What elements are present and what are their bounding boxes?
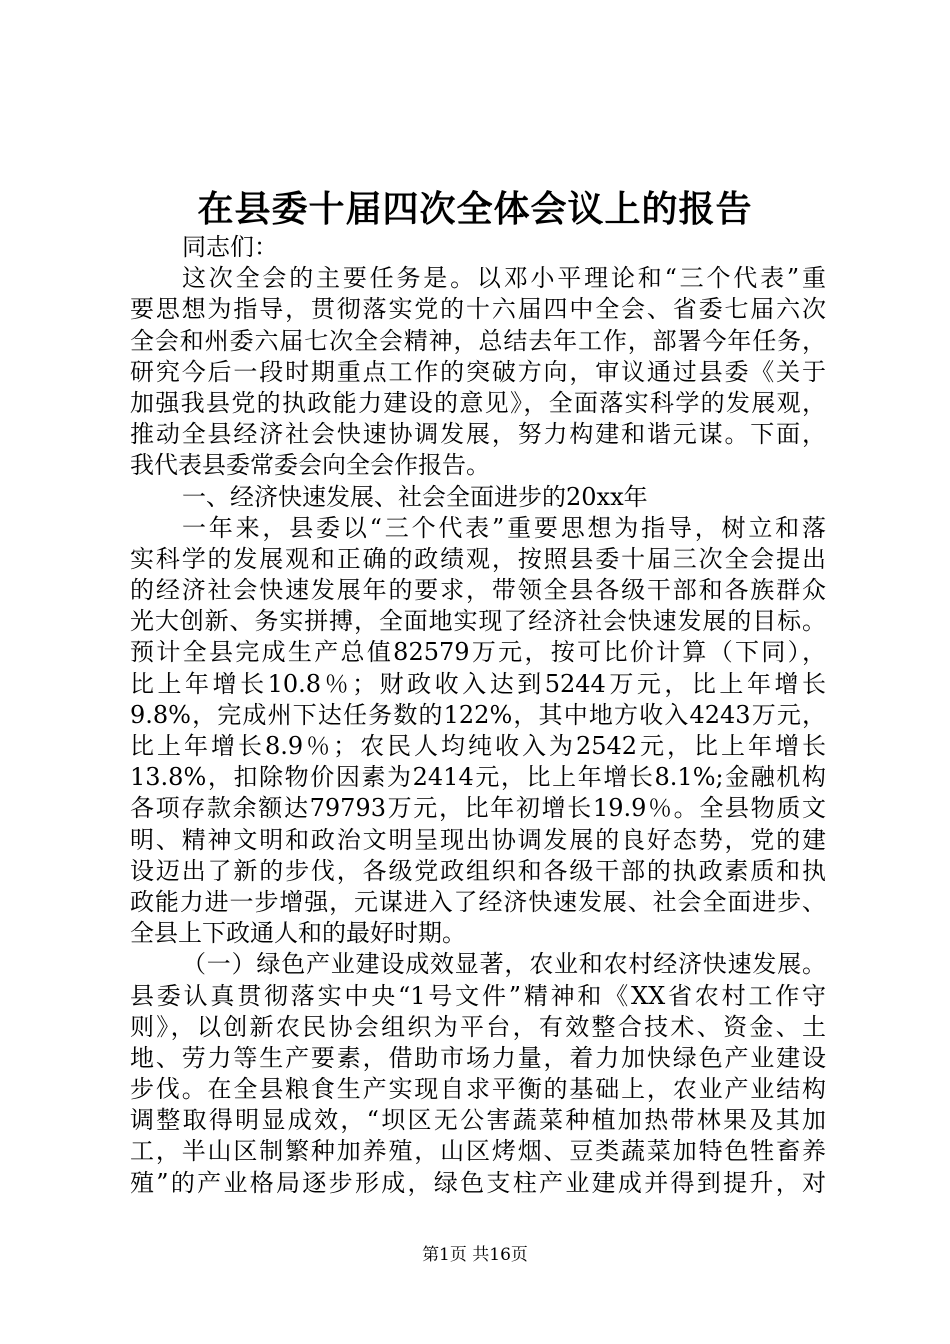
page-footer: 第1页 共16页 [422, 1245, 528, 1265]
paragraph-line: 地、劳力等生产要素，借助市场力量，着力加快绿色产业建设 [130, 1043, 826, 1072]
paragraph-line: 9.8%，完成州下达任务数的122%，其中地方收入4243万元， [130, 700, 826, 729]
paragraph-line: 我代表县委常委会向全会作报告。 [130, 451, 490, 480]
paragraph-line: 这次全会的主要任务是。以邓小平理论和“三个代表”重 [182, 264, 826, 293]
document-body [130, 232, 826, 1199]
paragraph-line: 步伐。在全县粮食生产实现自求平衡的基础上，农业产业结构 [130, 1075, 826, 1104]
paragraph-line: 各项存款余额达79793万元，比年初增长19.9％。全县物质文 [130, 794, 826, 823]
paragraph-line: 设迈出了新的步伐，各级党政组织和各级干部的执政素质和执 [130, 856, 826, 885]
paragraph-line: 加强我县党的执政能力建设的意见》，全面落实科学的发展观， [130, 388, 826, 417]
paragraph-line: 比上年增长10.8％；财政收入达到5244万元，比上年增长 [130, 669, 826, 698]
paragraph-line: 工，半山区制繁种加养殖，山区烤烟、豆类蔬菜加特色牲畜养 [130, 1137, 826, 1166]
paragraph-line: 一年来，县委以“三个代表”重要思想为指导，树立和落 [182, 513, 826, 542]
paragraph-line: 全县上下政通人和的最好时期。 [130, 919, 466, 948]
paragraph-line: 比上年增长8.9％；农民人均纯收入为2542元，比上年增长 [130, 732, 826, 760]
paragraph-line: 全会和州委六届七次全会精神，总结去年工作，部署今年任务， [130, 326, 826, 355]
paragraph-line: 调整取得明显成效，“坝区无公害蔬菜种植加热带林果及其加 [130, 1106, 826, 1135]
paragraph-line: 殖”的产业格局逐步形成，绿色支柱产业建成并得到提升，对 [130, 1168, 826, 1197]
paragraph-line: 的经济社会快速发展年的要求，带领全县各级干部和各族群众 [130, 576, 826, 605]
paragraph-line: 政能力进一步增强，元谋进入了经济快速发展、社会全面进步、 [130, 887, 826, 916]
paragraph-line: 推动全县经济社会快速协调发展，努力构建和谐元谋。下面， [130, 420, 826, 449]
paragraph-line: 研究今后一段时期重点工作的突破方向，审议通过县委《关于 [130, 357, 826, 386]
paragraph-line: 县委认真贯彻落实中央“1号文件”精神和《XX省农村工作守 [130, 981, 826, 1010]
paragraph-line: 13.8%，扣除物价因素为2414元，比上年增长8.1%;金融机构 [130, 763, 826, 792]
paragraph-line: 要思想为指导，贯彻落实党的十六届四中全会、省委七届六次 [130, 295, 826, 324]
paragraph-line: 预计全县完成生产总值82579万元，按可比价计算（下同）， [130, 638, 826, 667]
paragraph-line: 光大创新、务实拼搏，全面地实现了经济社会快速发展的目标。 [130, 607, 826, 636]
paragraph-line: 明、精神文明和政治文明呈现出协调发展的良好态势，党的建 [130, 825, 826, 854]
paragraph-line: 则》，以创新农民协会组织为平台，有效整合技术、资金、土 [130, 1012, 826, 1041]
section-heading: 一、经济快速发展、社会全面进步的20xx年 [182, 482, 648, 511]
document-title: 在县委十届四次全体会议上的报告 [197, 188, 753, 230]
subsection-line: （一）绿色产业建设成效显著，农业和农村经济快速发展。 [182, 950, 826, 979]
salutation-line: 同志们： [182, 233, 278, 261]
paragraph-line: 实科学的发展观和正确的政绩观，按照县委十届三次全会提出 [130, 544, 826, 573]
